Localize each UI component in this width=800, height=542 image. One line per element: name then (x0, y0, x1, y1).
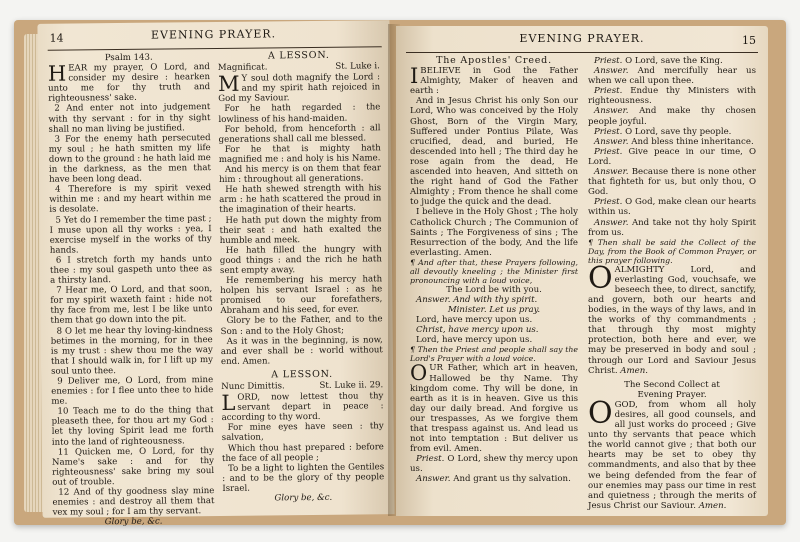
collect-second-amen: Amen. (698, 500, 727, 511)
versicle-lord-be-with-you: The Lord be with you. (446, 284, 542, 295)
nunc-gloria: Glory be, &c. (274, 492, 333, 504)
collect-drop-cap: O (588, 260, 613, 296)
right-page (396, 26, 768, 516)
nunc-verse: For mine eyes have seen : thy salvation, (221, 421, 384, 444)
psalm-verse: 7 Hear me, O Lord, and that soon, for my spirit waxeth faint : hide not thy face from me, lest I be like unto them that go down into the pit. (50, 284, 213, 327)
right-header-rule (406, 52, 758, 53)
magnificat-drop-cap: M (217, 71, 240, 97)
collect-first-amen: Amen. (620, 365, 649, 376)
response-and-with-thy-spirit: Answer. And with thy spirit. (416, 294, 538, 305)
nunc-verse: To be a light to lighten the Gentiles : and to be the glory of thy people Israel. (222, 462, 385, 494)
lords-prayer: OUR Father, which art in heaven, Hallowed be thy Name. Thy kingdom come. Thy will be done, in earth as it is in heaven. Give us this day our daily bread. And forgive us our trespasses, As we forgive them that trespass against us. And lead us not into temptation : But deliver us from evil. Amen. (410, 361, 578, 455)
second-collect-heading-2: Evening Prayer. (637, 389, 707, 400)
psalm-v1-rest: consider my desire : hearken unto me for thy truth and righteousness' sake. (48, 72, 211, 105)
second-collect-drop-cap: O (588, 395, 613, 431)
right-page-number: 15 (742, 34, 756, 47)
magnificat-verse: He hath put down the mighty from their seat : and hath exalted the humble and meek. (219, 213, 382, 246)
psalm-verse: 6 I stretch forth my hands unto thee : my soul gaspeth unto thee as a thirsty land. (49, 253, 213, 286)
right-page-header (396, 32, 768, 50)
suffrage-line: Answer. And make thy chosen people joyful. (588, 106, 756, 127)
magnificat-title-row (218, 61, 380, 73)
suffrage-line: Priest. Give peace in our time, O Lord. (588, 146, 756, 167)
rubric-prayers: ¶ And after that, these Prayers following, all devoutly kneeling ; the Minister first pronouncing with a loud voice, (410, 257, 578, 285)
left-page (37, 20, 394, 528)
psalm-verse: 2 And enter not into judgement with thy servant : for in thy sight shall no man living be justified. (48, 102, 211, 135)
creed-heading: The Apostles' Creed. (436, 55, 552, 66)
nunc-title: Nunc Dimittis. (221, 381, 285, 392)
magnificat-verse: And his mercy is on them that fear him : throughout all generations. (219, 163, 382, 186)
magnificat-verse: He remembering his mercy hath holpen his servant Israel : as he promised to our forefathers, Abraham and his seed, for ever. (220, 274, 383, 317)
collect-first: OALMIGHTY Lord, and everlasting God, vouchsafe, we beseech thee, to direct, sanctify, and govern, both our hearts and bodies, in the ways of thy laws, and in the works of thy commandments ; that through thy most mighty protection, both here and ever, we may be preserved in body and soul ; through our Lord and Saviour Jesus Christ. Amen. (588, 260, 756, 376)
nunc-reference: St. Luke ii. 29. (319, 380, 384, 391)
magnificat-title: Magnificat. (217, 62, 268, 74)
psalm-verse: 12 And of thy goodness slay mine enemies : and destroy all them that vex my soul ; for I am thy servant. (52, 486, 215, 518)
suffrage-line: Answer. And bless thine inheritance. (594, 136, 754, 147)
suffrage-line: Answer. Because there is none other that fighteth for us, but only thou, O God. (588, 167, 756, 198)
nunc-title-row (221, 380, 383, 392)
magnificat-verse: For he that is mighty hath magnified me : and holy is his Name. (218, 143, 381, 165)
right-column-creed (410, 56, 578, 485)
magnificat-verse: For behold, from henceforth : all generations shall call me blessed. (218, 122, 381, 145)
psalm-verse: 11 Quicken me, O Lord, for thy Name's sake : and for thy righteousness' sake bring my soul out of trouble. (51, 445, 215, 488)
suffrage-line: Answer. And mercifully hear us when we call upon thee. (588, 66, 756, 87)
nunc-lesson-heading: A LESSON. (271, 368, 334, 381)
lords-prayer-drop-cap: O (410, 361, 428, 386)
nunc-verse: Which thou hast prepared : before the face of all people ; (221, 441, 384, 464)
left-running-title: EVENING PRAYER. (150, 27, 277, 42)
magnificat-lesson-heading: A LESSON. (267, 49, 330, 62)
psalm-verse: 3 For the enemy hath persecuted my soul ; he hath smitten my life down to the ground : he hath laid me in the darkness, as the men that have been long dead. (48, 132, 211, 185)
left-column-canticles (218, 50, 385, 504)
magnificat-verse: As it was in the beginning, is now, and ever shall be : world without end. Amen. (220, 334, 383, 367)
rubric-lords-prayer: ¶ Then the Priest and people shall say the Lord's Prayer with a loud voice. (410, 345, 578, 364)
magnificat-verse: He hath filled the hungry with good things : and the rich he hath sent empty away. (219, 244, 382, 276)
suffrage-line: Priest. O Lord, save the King. (594, 56, 723, 66)
psalm-title: Psalm 143. (104, 52, 153, 64)
magnificat-first-verse: M Y soul doth magnify the Lord : and my spirit hath rejoiced in God my Saviour. (217, 71, 381, 105)
collect-second: OGOD, from whom all holy desires, all good counsels, and all just works do proceed ; Give unto thy servants that peace which the world cannot give ; that both our hearts may be set to obey thy commandments, and also that by thee we being defended from the fear of our enemies may pass our time in rest and quietness ; through the merits of Jesus Christ our Saviour. Amen. (588, 395, 756, 511)
magnificat-verse: He hath shewed strength with his arm : he hath scattered the proud in the imagination of their hearts. (219, 183, 382, 216)
psalm-gloria: Glory be, &c. (104, 516, 163, 528)
creed-second-article: And in Jesus Christ his only Son our Lord, Who was conceived by the Holy Ghost, Born of the Virgin Mary, Suffered under Pontius Pilate, Was crucified, dead, and buried, He descended into hell ; The third day he rose again from the dead, He ascended into heaven, And sitteth on the right hand of God the Father Almighty ; From thence he shall come to judge the quick and the dead. (410, 96, 578, 208)
creed-third-article: I believe in the Holy Ghost ; The holy Catholick Church ; The Communion of Saints ; The Forgiveness of sins ; The Resurrection of the body, And the life everlasting. Amen. (410, 207, 578, 258)
right-running-title: EVENING PRAYER. (519, 32, 645, 45)
suffrage-line: Priest. O Lord, shew thy mercy upon us. (410, 454, 578, 475)
suffrage-line: Priest. Endue thy Ministers with righteousness. (588, 86, 757, 107)
minister-let-us-pray: Minister. Let us pray. (447, 305, 541, 316)
left-column-psalm (48, 52, 215, 528)
suffrage-line: Answer. And take not thy holy Spirit from us. (588, 217, 756, 238)
psalm-verse: 9 Deliver me, O Lord, from mine enemies : for I flee unto thee to hide me. (51, 375, 214, 407)
left-page-header (37, 26, 389, 48)
kyrie-line: Lord, have mercy upon us. (416, 335, 533, 346)
suffrage-line: Priest. O God, make clean our hearts within us. (588, 197, 756, 218)
psalm-verse: 5 Yet do I remember the time past ; I muse upon all thy works : yea, I exercise myself in the works of thy hands. (49, 213, 212, 256)
psalm-verse: 4 Therefore is my spirit vexed within me : and my heart within me is desolate. (49, 183, 212, 216)
magnificat-verse: Glory be to the Father, and to the Son : and to the Holy Ghost; (220, 314, 383, 337)
creed-drop-cap: I (410, 64, 419, 89)
nunc-drop-cap: L (221, 390, 236, 416)
psalm-verse-1 (48, 62, 210, 104)
magnificat-verse: For he hath regarded : the lowliness of his hand-maiden. (218, 102, 381, 125)
nunc-first-verse: LORD, now lettest thou thy servant depart in peace : according to thy word. (221, 390, 384, 424)
creed-first: IBELIEVE in God the Father Almighty, Maker of heaven and earth : (410, 64, 578, 97)
suffrage-line: Priest. O Lord, save thy people. (594, 126, 732, 137)
magnificat-reference: St. Luke i. (335, 61, 380, 72)
psalm-verse: 8 O let me hear thy loving-kindness betimes in the morning, for in thee is my trust : shew thou me the way that I should walk in, for I lift up my soul unto thee. (50, 324, 214, 377)
kyrie-line: Christ, have mercy upon us. (416, 325, 539, 336)
suffrage-line: Answer. And grant us thy salvation. (416, 474, 571, 485)
rubric-collect: ¶ Then shall be said the Collect of the Day, from the Book of Common Prayer, or this prayer following. (588, 237, 756, 265)
psalm-v1-first: EAR my prayer, O Lord, and (68, 62, 210, 74)
second-collect-heading-1: The Second Collect at (624, 379, 720, 390)
psalm-verse: 10 Teach me to do the thing that pleaseth thee, for thou art my God : let thy loving Spirit lead me forth into the land of righteousness. (51, 405, 214, 448)
kyrie-line: Lord, have mercy upon us. (416, 315, 533, 326)
right-column-collects (588, 56, 756, 511)
left-page-number: 14 (49, 31, 64, 45)
psalm-drop-cap: H (47, 61, 67, 86)
